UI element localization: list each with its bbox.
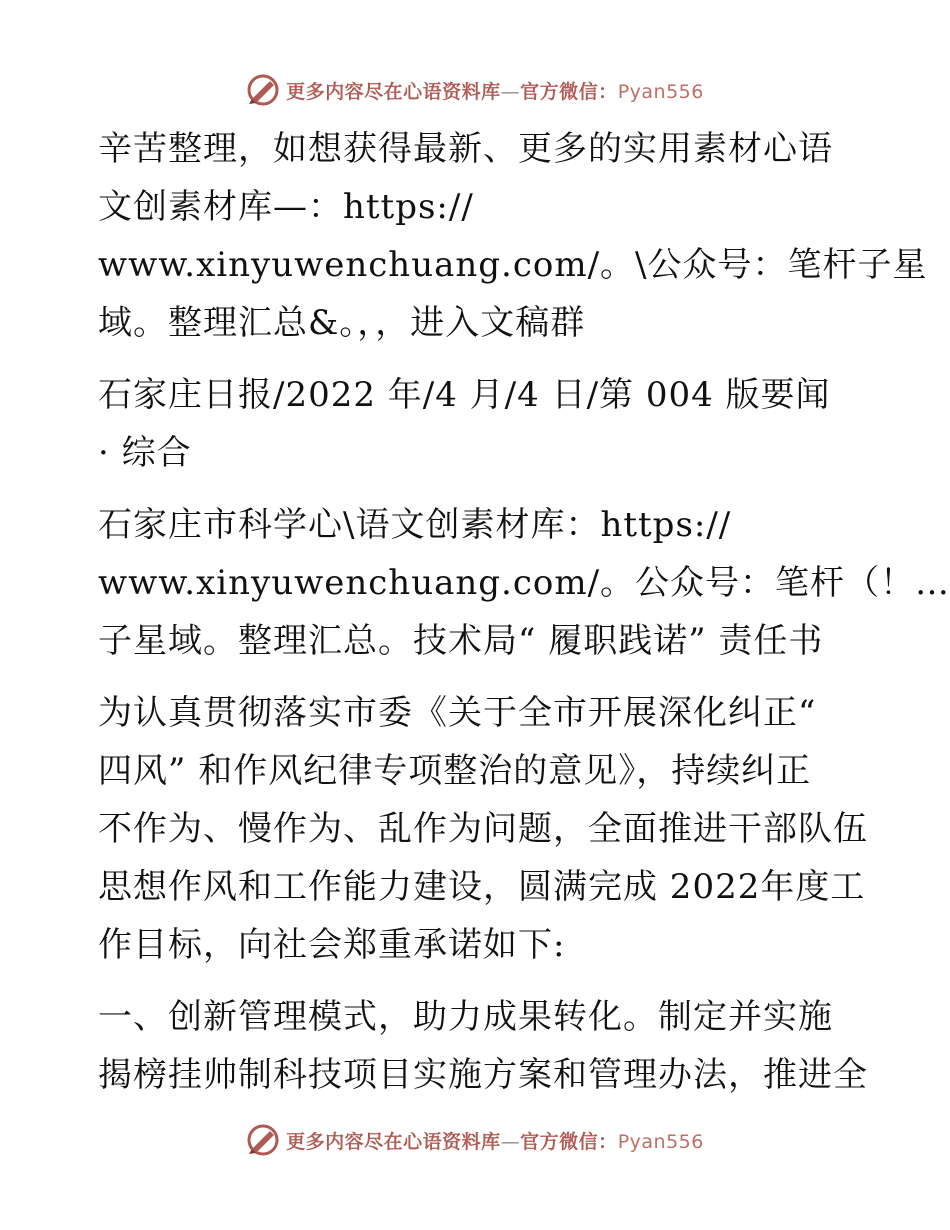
text-line: · 综合 bbox=[98, 433, 192, 473]
text-line: www.xinyuwenchuang.com/。公众号：笔杆（！… bbox=[98, 563, 950, 603]
text-line: 揭榜挂帅制科技项目实施方案和管理办法，推进全 bbox=[98, 1055, 868, 1095]
paragraph bbox=[98, 496, 950, 670]
watermark-separator: — bbox=[500, 80, 521, 103]
text-line: 不作为、慢作为、乱作为问题，全面推进干部队伍 bbox=[98, 809, 868, 849]
watermark-text bbox=[286, 1127, 704, 1154]
text-line: 思想作风和工作能力建设，圆满完成 2022年度工 bbox=[98, 867, 866, 907]
header-watermark bbox=[0, 70, 950, 110]
watermark-account: 官方微信： bbox=[520, 1130, 618, 1153]
watermark-label: 更多内容尽在心语资料库 bbox=[286, 80, 501, 103]
text-line: 文创素材库—：https:// bbox=[98, 187, 474, 227]
watermark-text bbox=[286, 77, 704, 104]
paragraph bbox=[98, 684, 868, 974]
footer-watermark bbox=[0, 1120, 950, 1160]
pen-circle-logo-icon bbox=[246, 73, 280, 107]
text-line: 为认真贯彻落实市委《关于全市开展深化纠正“ bbox=[98, 693, 817, 733]
text-line: www.xinyuwenchuang.com/。\公众号：笔杆子星 bbox=[98, 245, 928, 285]
watermark-label: 更多内容尽在心语资料库 bbox=[286, 1130, 501, 1153]
paragraph bbox=[98, 120, 928, 352]
text-line: 一、创新管理模式，助力成果转化。制定并实施 bbox=[98, 997, 833, 1037]
watermark-account: 官方微信： bbox=[520, 80, 618, 103]
document-body bbox=[98, 120, 950, 1118]
pen-circle-logo-icon bbox=[246, 1123, 280, 1157]
paragraph bbox=[98, 988, 868, 1104]
text-line: 四风” 和作风纪律专项整治的意见》，持续纠正 bbox=[98, 751, 812, 791]
text-line: 子星域。整理汇总。技术局“ 履职践诺” 责任书 bbox=[98, 621, 824, 661]
text-line: 石家庄日报/2022 年/4 月/4 日/第 004 版要闻 bbox=[98, 375, 831, 415]
watermark-id: Pyan556 bbox=[617, 80, 704, 103]
text-line: 作目标，向社会郑重承诺如下: bbox=[98, 925, 566, 965]
watermark-separator: — bbox=[500, 1130, 521, 1153]
text-line: 辛苦整理，如想获得最新、更多的实用素材心语 bbox=[98, 129, 833, 169]
paragraph bbox=[98, 366, 858, 482]
text-line: 石家庄市科学心\语文创素材库：https:// bbox=[98, 505, 732, 545]
watermark-id: Pyan556 bbox=[617, 1130, 704, 1153]
text-line: 域。整理汇总&。，，进入文稿群 bbox=[98, 303, 586, 343]
